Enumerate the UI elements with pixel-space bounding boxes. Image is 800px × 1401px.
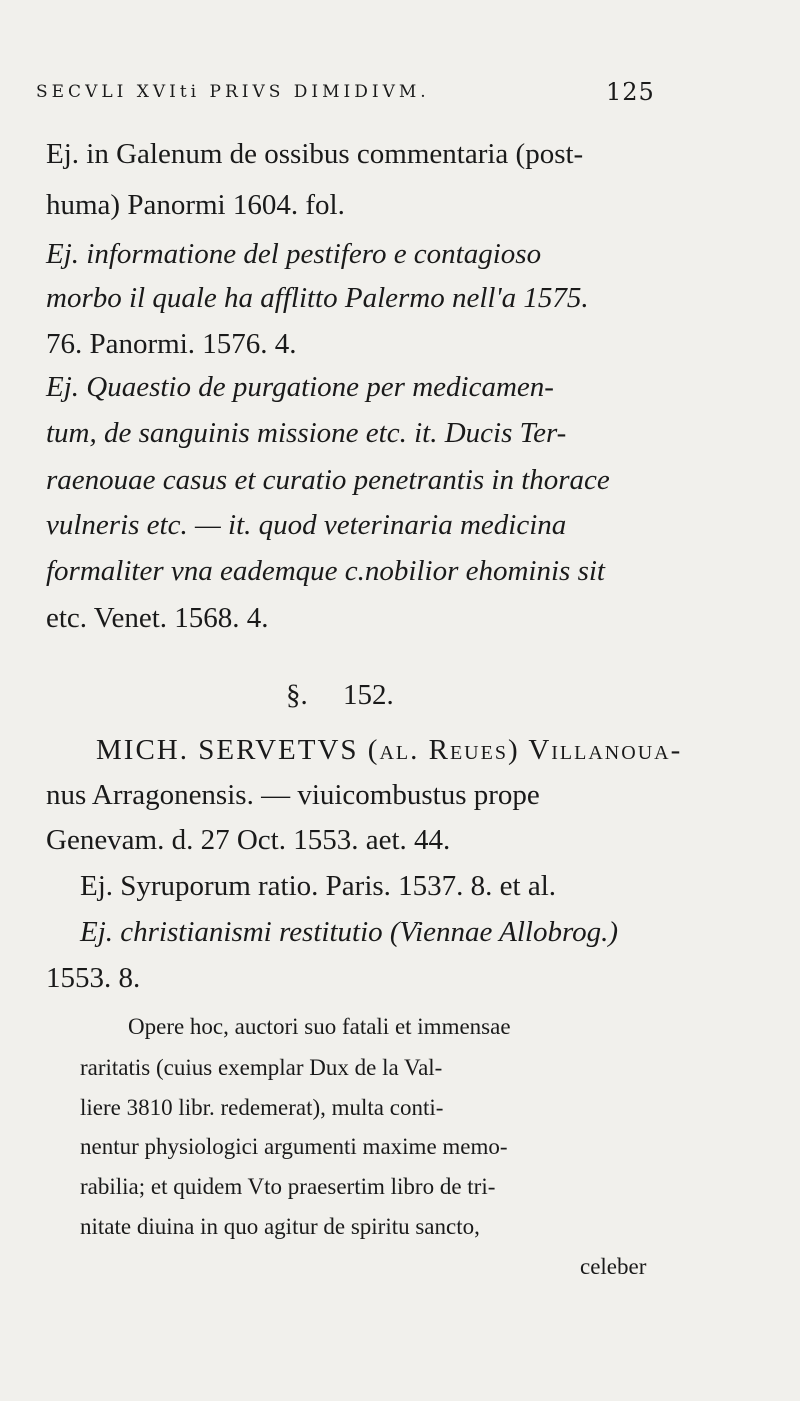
text-line: nus Arragonensis. — viuicombustus prope [46, 779, 540, 811]
text-line: Ej. Quaestio de purgatione per medicamen- [46, 371, 554, 403]
note-line: nentur physiologici argumenti maxime memo- [80, 1134, 508, 1159]
text-line: vulneris etc. — it. quod veterinaria medicina [46, 509, 567, 541]
text-line: huma) Panormi 1604. fol. [46, 189, 345, 221]
text-line: 1553. 8. [46, 962, 141, 994]
note-line: nitate diuina in quo agitur de spiritu sancto, [80, 1214, 480, 1239]
text-line: morbo il quale ha afflitto Palermo nell'a 1575. [46, 282, 589, 314]
note-line: rabilia; et quidem Vto praesertim libro de tri- [80, 1174, 496, 1199]
note-line: liere 3810 libr. redemerat), multa conti- [80, 1095, 444, 1120]
section-heading: §. 152. [286, 679, 394, 711]
text-line: tum, de sanguinis missione etc. it. Ducis Ter- [46, 417, 567, 449]
text-line: etc. Venet. 1568. 4. [46, 602, 269, 634]
text-line: formaliter vna eademque c.nobilior ehominis sit [46, 555, 605, 587]
text-line: Ej. christianismi restitutio (Viennae Allobrog.) [80, 916, 619, 948]
page-number: 125 [606, 78, 655, 106]
text-line: Ej. Syruporum ratio. Paris. 1537. 8. et al. [80, 870, 557, 902]
running-header: SECVLI XVIti PRIVS DIMIDIVM. [36, 82, 430, 102]
text-line: Genevam. d. 27 Oct. 1553. aet. 44. [46, 824, 451, 856]
note-line: raritatis (cuius exemplar Dux de la Val- [80, 1055, 443, 1080]
text-line: Ej. informatione del pestifero e contagioso [46, 238, 542, 270]
text-line: Ej. in Galenum de ossibus commentaria (post- [46, 138, 584, 170]
note-line: celeber [580, 1254, 647, 1279]
text-line: MICH. SERVETVS (al. Reues) Villanoua- [96, 734, 683, 766]
text-line: raenouae casus et curatio penetrantis in thorace [46, 464, 610, 496]
note-line: Opere hoc, auctori suo fatali et immensae [128, 1014, 511, 1039]
text-line: 76. Panormi. 1576. 4. [46, 328, 297, 360]
